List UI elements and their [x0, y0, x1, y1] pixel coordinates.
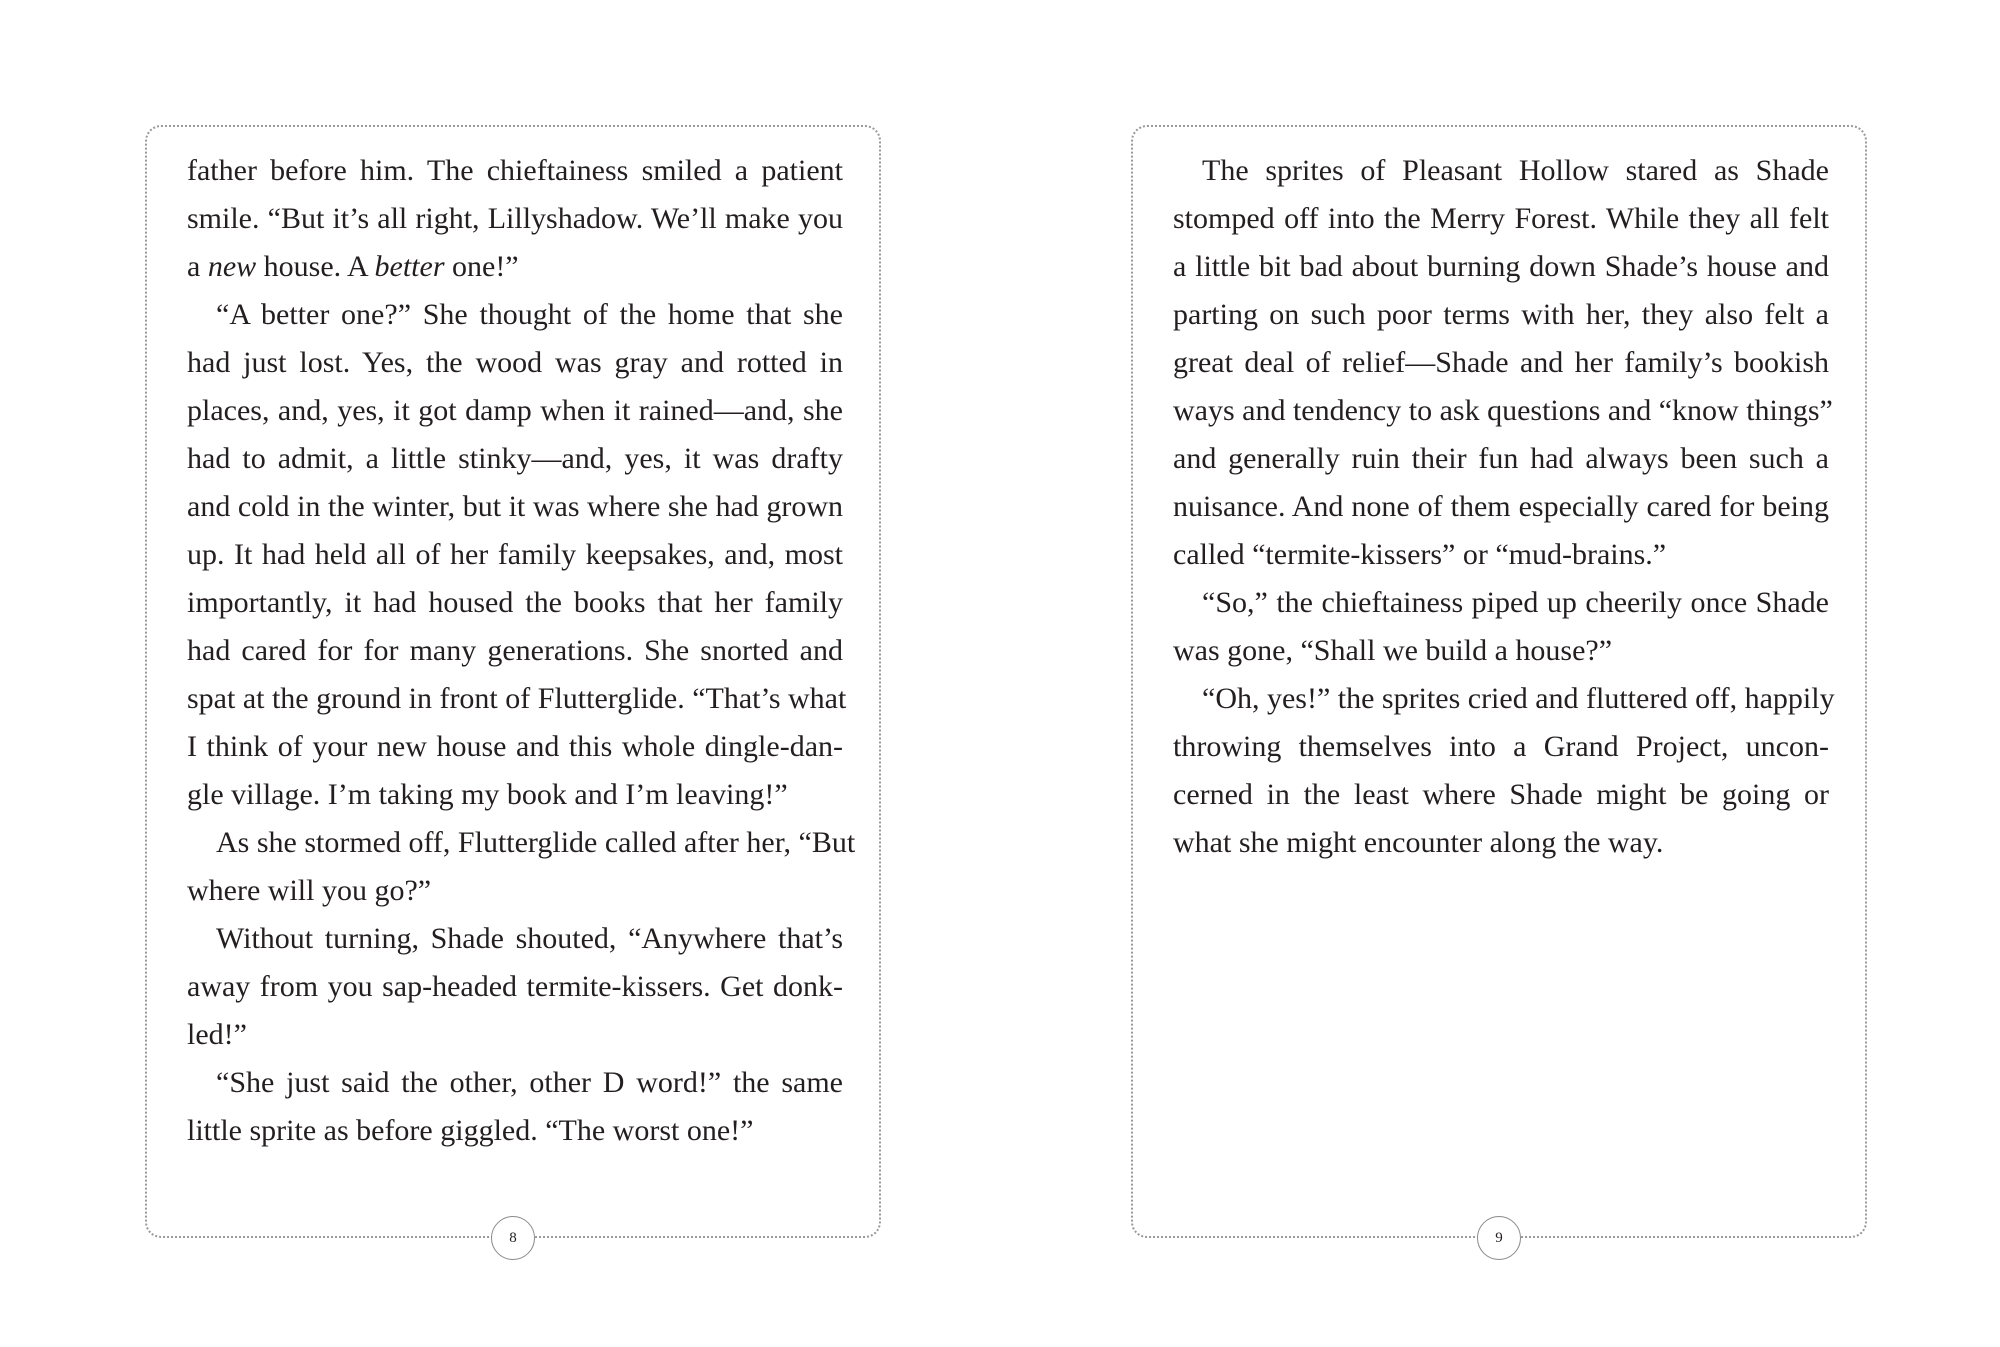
right-page — [1131, 125, 1867, 1246]
text-line: had cared for for many generations. She snorted and — [187, 634, 843, 667]
text-line: Without turning, Shade shouted, “Anywhere that’s — [216, 922, 843, 955]
text-line: “Oh, yes!” the sprites cried and fluttered off, happily — [1202, 682, 1835, 715]
text-line: a little bit bad about burning down Shade’s house and — [1173, 250, 1829, 283]
left-page-number: 8 — [509, 1229, 517, 1246]
text-line: “She just said the other, other D word!” the same — [216, 1066, 843, 1099]
text-line: led!” — [187, 1018, 247, 1051]
text-line: had just lost. Yes, the wood was gray and rotted in — [187, 346, 843, 379]
text-segment: a — [187, 250, 208, 283]
right-page-text — [1173, 147, 1835, 867]
text-line: spat at the ground in front of Flutterglide. “That’s what — [187, 682, 847, 715]
text-line: gle village. I’m taking my book and I’m leaving!” — [187, 778, 788, 811]
text-line: parting on such poor terms with her, they also felt a — [1173, 298, 1829, 331]
text-line: had to admit, a little stinky—and, yes, it was drafty — [187, 442, 843, 475]
text-line: “A better one?” She thought of the home that she — [216, 298, 843, 331]
text-line: and generally ruin their fun had always been such a — [1173, 442, 1829, 475]
left-page — [145, 125, 881, 1246]
text-line: great deal of relief—Shade and her family’s bookish — [1173, 346, 1829, 379]
text-line: The sprites of Pleasant Hollow stared as Shade — [1202, 154, 1829, 187]
text-line: As she stormed off, Flutterglide called after her, “But — [216, 826, 856, 859]
text-line: where will you go?” — [187, 874, 432, 907]
left-page-number-badge — [491, 1216, 535, 1260]
text-line: what she might encounter along the way. — [1173, 826, 1664, 859]
text-line: father before him. The chieftainess smiled a patient — [187, 154, 843, 187]
text-line: places, and, yes, it got damp when it rained—and, she — [187, 394, 843, 427]
text-line: smile. “But it’s all right, Lillyshadow. We’ll make you — [187, 202, 843, 235]
text-line: importantly, it had housed the books that her family — [187, 586, 843, 619]
text-segment: house. A — [256, 250, 375, 283]
right-page-number: 9 — [1495, 1229, 1503, 1246]
text-line: cerned in the least where Shade might be going or — [1173, 778, 1829, 811]
right-page-number-badge — [1477, 1216, 1521, 1260]
italic-text: better — [374, 250, 445, 283]
italic-text: new — [207, 250, 257, 283]
text-line: was gone, “Shall we build a house?” — [1173, 634, 1613, 667]
text-line — [187, 243, 843, 291]
text-line: ways and tendency to ask questions and “know things” — [1173, 394, 1833, 427]
text-line: “So,” the chieftainess piped up cheerily once Shade — [1202, 586, 1829, 619]
text-line: little sprite as before giggled. “The worst one!” — [187, 1114, 754, 1147]
text-line: nuisance. And none of them especially cared for being — [1173, 490, 1829, 523]
text-line: throwing themselves into a Grand Project, uncon- — [1173, 730, 1829, 763]
left-page-text — [187, 147, 856, 1155]
text-line: stomped off into the Merry Forest. While they all felt — [1173, 202, 1829, 235]
text-line: away from you sap-headed termite-kissers. Get donk- — [187, 970, 843, 1003]
text-segment: one!” — [444, 250, 519, 283]
text-line: I think of your new house and this whole dingle-dan- — [187, 730, 843, 763]
text-line: up. It had held all of her family keepsakes, and, most — [187, 538, 843, 571]
text-line: called “termite-kissers” or “mud-brains.” — [1173, 538, 1667, 571]
text-line: and cold in the winter, but it was where she had grown — [187, 490, 843, 523]
